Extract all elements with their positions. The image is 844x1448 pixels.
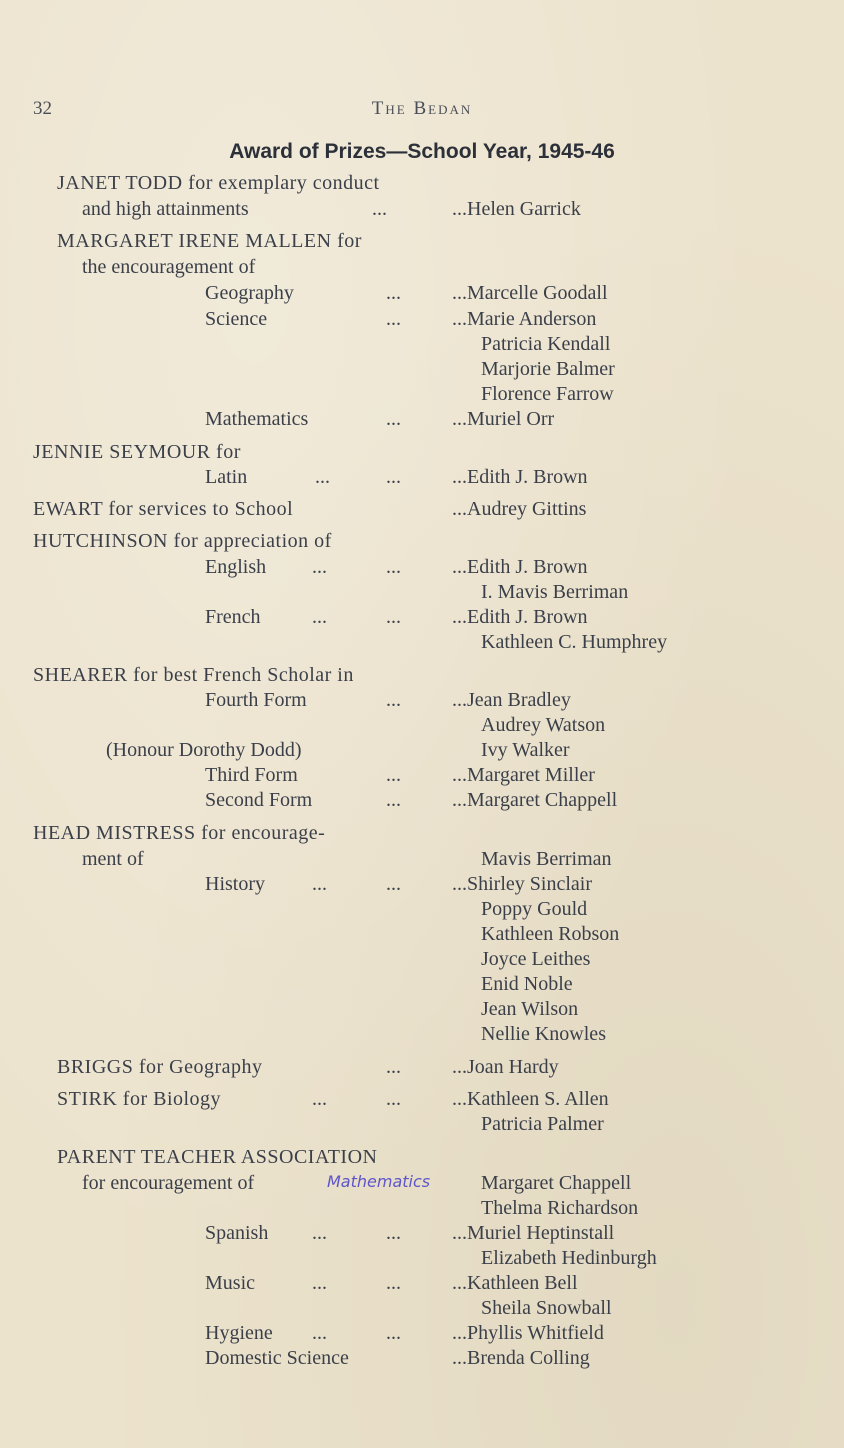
prize-line: ... xyxy=(312,556,327,578)
prize-line: ... xyxy=(312,1272,327,1294)
prize-line: Music xyxy=(205,1272,255,1294)
prize-line: Elizabeth Hedinburgh xyxy=(481,1247,657,1269)
prize-heading: JENNIE SEYMOUR for xyxy=(33,441,241,463)
handwritten-note: Mathematics xyxy=(327,1172,431,1191)
prize-heading: HUTCHINSON for appreciation of xyxy=(33,530,332,552)
prize-line: ... xyxy=(386,1088,401,1110)
prize-line: Science xyxy=(205,308,268,330)
prize-line: ... xyxy=(386,873,401,895)
prize-line: ...Brenda Colling xyxy=(452,1347,590,1369)
prize-heading: HEAD MISTRESS for encourage- xyxy=(33,822,326,844)
prize-line: ... xyxy=(386,606,401,628)
prize-line: Second Form xyxy=(205,789,313,811)
prize-line: ... xyxy=(386,408,401,430)
page-number: 32 xyxy=(33,98,52,119)
prize-line: ...Muriel Heptinstall xyxy=(452,1222,615,1244)
prize-line: ...Kathleen Bell xyxy=(452,1272,578,1294)
prize-line: ... xyxy=(386,789,401,811)
prize-line: ...Muriel Orr xyxy=(452,408,555,430)
prize-line: ...Audrey Gittins xyxy=(452,498,587,520)
prize-line: ... xyxy=(386,1322,401,1344)
prize-line: ...Margaret Miller xyxy=(452,764,595,786)
prize-line: Mavis Berriman xyxy=(481,848,612,870)
prize-line: Florence Farrow xyxy=(481,383,614,405)
prize-line: Sheila Snowball xyxy=(481,1297,612,1319)
prize-heading: EWART for services to School xyxy=(33,498,294,520)
prize-heading: BRIGGS for Geography xyxy=(57,1056,263,1078)
prize-line: Marjorie Balmer xyxy=(481,358,615,380)
prize-line: ...Kathleen S. Allen xyxy=(452,1088,609,1110)
prize-line: ...Shirley Sinclair xyxy=(452,873,592,895)
prize-line: Margaret Chappell xyxy=(481,1172,632,1194)
prize-line: the encouragement of xyxy=(82,256,256,278)
prize-line: ...Marie Anderson xyxy=(452,308,597,330)
prize-line: Kathleen C. Humphrey xyxy=(481,631,668,653)
prize-line: Third Form xyxy=(205,764,298,786)
prize-line: ... xyxy=(386,1056,401,1078)
prize-line: ...Margaret Chappell xyxy=(452,789,618,811)
prize-line: ... xyxy=(386,282,401,304)
prize-line: ...Jean Bradley xyxy=(452,689,571,711)
prize-line: ... xyxy=(386,1222,401,1244)
prize-line: Mathematics xyxy=(205,408,309,430)
prize-line: ... xyxy=(386,556,401,578)
prize-heading: JANET TODD for exemplary conduct xyxy=(57,172,380,194)
prize-line: ... xyxy=(312,1222,327,1244)
prize-line: Thelma Richardson xyxy=(481,1197,639,1219)
prize-line: Poppy Gould xyxy=(481,898,588,920)
prize-line: ... xyxy=(312,1088,327,1110)
prize-line: Audrey Watson xyxy=(481,714,606,736)
prize-line: Hygiene xyxy=(205,1322,273,1344)
prize-line: ...Edith J. Brown xyxy=(452,466,588,488)
prize-line: ...Joan Hardy xyxy=(452,1056,559,1078)
prize-line: ... xyxy=(315,466,330,488)
prize-line: Nellie Knowles xyxy=(481,1023,606,1045)
prize-line: ...Phyllis Whitfield xyxy=(452,1322,604,1344)
prize-line: ... xyxy=(312,1322,327,1344)
prize-line: History xyxy=(205,873,265,895)
prize-line: and high attainments xyxy=(82,198,249,220)
prize-line: English xyxy=(205,556,267,578)
prize-line: Jean Wilson xyxy=(481,998,579,1020)
prize-heading: MARGARET IRENE MALLEN for xyxy=(57,230,362,252)
prize-line: Domestic Science xyxy=(205,1347,349,1369)
prize-line: I. Mavis Berriman xyxy=(481,581,629,603)
prize-line: Kathleen Robson xyxy=(481,923,620,945)
prize-line: ... xyxy=(386,764,401,786)
prize-line: Fourth Form xyxy=(205,689,307,711)
prize-line: ... xyxy=(372,198,387,220)
prize-line: ...Edith J. Brown xyxy=(452,606,588,628)
prize-line: Spanish xyxy=(205,1222,269,1244)
prize-line: French xyxy=(205,606,261,628)
page-title: Award of Prizes—School Year, 1945-46 xyxy=(229,140,615,163)
prize-line: Geography xyxy=(205,282,294,304)
prize-line: Latin xyxy=(205,466,248,488)
prize-line: ...Helen Garrick xyxy=(452,198,581,220)
prize-line: Patricia Palmer xyxy=(481,1113,604,1135)
prize-heading: STIRK for Biology xyxy=(57,1088,222,1110)
prize-line: ... xyxy=(386,466,401,488)
prize-line: ... xyxy=(386,308,401,330)
prize-line: ... xyxy=(312,606,327,628)
prize-line: (Honour Dorothy Dodd) xyxy=(106,739,302,761)
prize-line: ... xyxy=(386,689,401,711)
running-title: The Bedan xyxy=(371,98,473,119)
prize-line: ...Edith J. Brown xyxy=(452,556,588,578)
prize-line: ...Marcelle Goodall xyxy=(452,282,608,304)
prize-line: Enid Noble xyxy=(481,973,573,995)
prize-line: Patricia Kendall xyxy=(481,333,611,355)
prize-heading: SHEARER for best French Scholar in xyxy=(33,664,354,686)
prize-line: ... xyxy=(312,873,327,895)
prize-line: for encouragement of xyxy=(82,1172,255,1194)
prize-line: ment of xyxy=(82,848,144,870)
prize-line: Ivy Walker xyxy=(481,739,570,761)
prize-heading: PARENT TEACHER ASSOCIATION xyxy=(57,1146,378,1168)
prize-line: Joyce Leithes xyxy=(481,948,591,970)
prize-line: ... xyxy=(386,1272,401,1294)
